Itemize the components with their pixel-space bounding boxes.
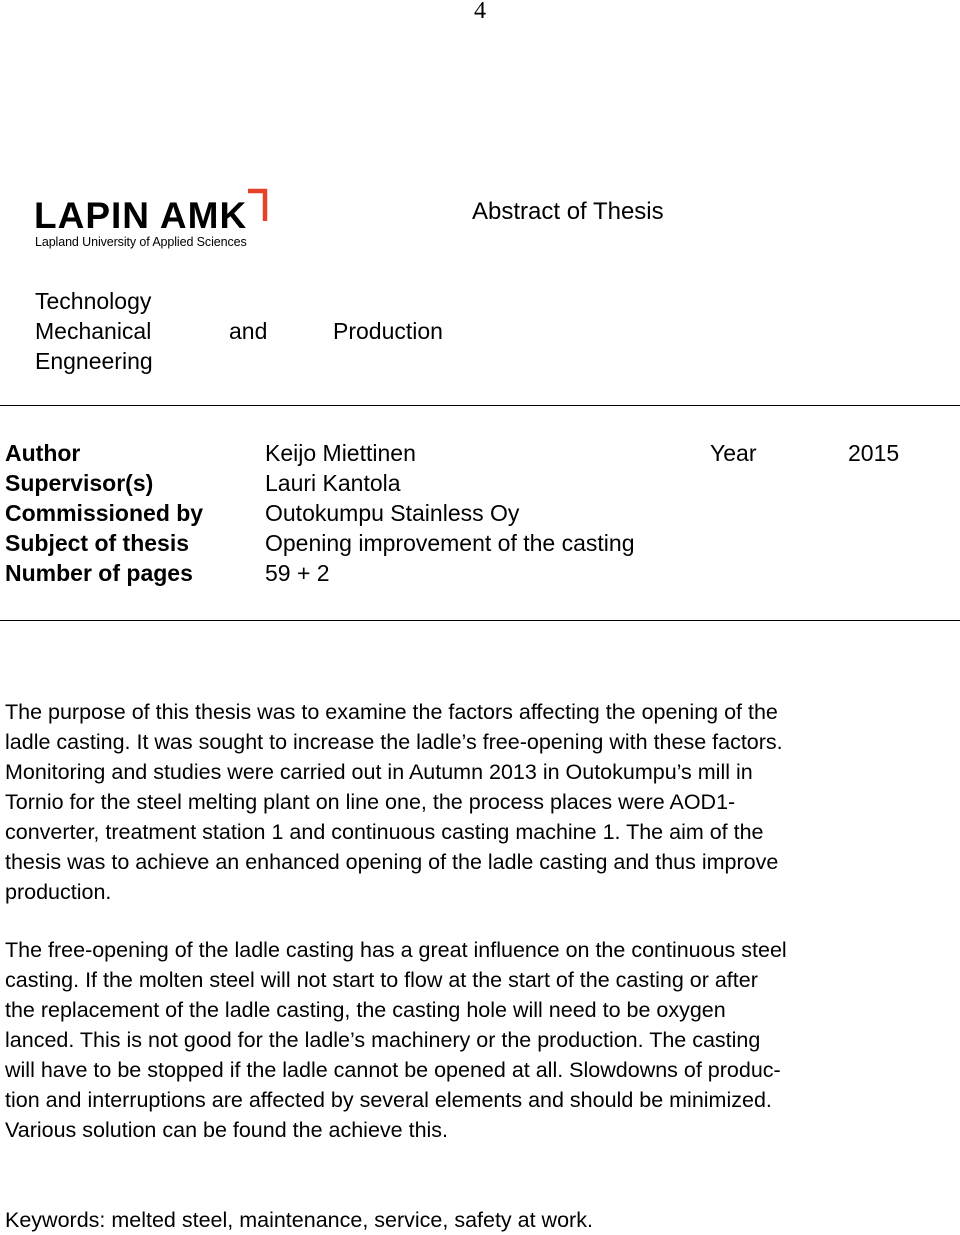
top-divider: [0, 405, 960, 406]
text-line: thesis was to achieve an enhanced opening of the ladle casting and thus improve: [5, 850, 779, 874]
text-line: casting. If the molten steel will not start to flow at the start of the casting or after: [5, 968, 758, 992]
bottom-divider: [0, 620, 960, 621]
text-line: converter, treatment station 1 and continuous casting machine 1. The aim of the: [5, 820, 764, 844]
keywords-line: Keywords: melted steel, maintenance, service, safety at work.: [5, 1208, 593, 1232]
commissioned-by-label: Commissioned by: [5, 500, 204, 526]
abstract-paragraph-1: [5, 697, 783, 907]
supervisor-label: Supervisor(s): [5, 470, 154, 496]
department-word-2: and: [229, 318, 268, 344]
text-line: Various solution can be found the achieve this.: [5, 1118, 449, 1142]
supervisor-value: Lauri Kantola: [265, 470, 401, 496]
department-word-3: Production: [333, 318, 443, 344]
abstract-paragraph-2: [5, 935, 787, 1145]
year-value: 2015: [848, 440, 900, 466]
text-line: Tornio for the steel melting plant on line one, the process places were AOD1-: [5, 790, 736, 814]
text-line: the replacement of the ladle casting, the casting hole will need to be oxygen: [5, 998, 726, 1022]
logo-bracket-icon: [246, 188, 268, 224]
text-line: tion and interruptions are affected by several elements and should be minimized.: [5, 1088, 772, 1112]
institution-logo-text: LAPIN AMK: [34, 195, 248, 236]
subject-value: Opening improvement of the casting: [265, 530, 635, 556]
pages-label: Number of pages: [5, 560, 193, 586]
text-line: The purpose of this thesis was to examine the factors affecting the opening of the: [5, 700, 778, 724]
text-line: The free-opening of the ladle casting has a great influence on the continuous steel: [5, 938, 787, 962]
text-line: Monitoring and studies were carried out in Autumn 2013 in Outokumpu’s mill in: [5, 760, 753, 784]
department-line-1: Technology: [35, 288, 152, 314]
text-line: ladle casting. It was sought to increase the ladle’s free-opening with these factors.: [5, 730, 783, 754]
author-label: Author: [5, 440, 81, 466]
text-line: will have to be stopped if the ladle cannot be opened at all. Slowdowns of produc-: [5, 1058, 781, 1082]
document-type-heading: Abstract of Thesis: [472, 198, 664, 225]
logo-bracket-shape: [248, 191, 265, 221]
page-number: 4: [474, 0, 486, 24]
subject-label: Subject of thesis: [5, 530, 190, 556]
department-line-3: Engneering: [35, 348, 153, 374]
institution-logo-subtitle: Lapland University of Applied Sciences: [35, 235, 247, 249]
year-label: Year: [710, 440, 757, 466]
pages-value: 59 + 2: [265, 560, 330, 586]
author-value: Keijo Miettinen: [265, 440, 416, 466]
text-line: production.: [5, 880, 112, 904]
department-word-1: Mechanical: [35, 318, 152, 344]
commissioned-by-value: Outokumpu Stainless Oy: [265, 500, 520, 526]
text-line: lanced. This is not good for the ladle’s machinery or the production. The casting: [5, 1028, 761, 1052]
